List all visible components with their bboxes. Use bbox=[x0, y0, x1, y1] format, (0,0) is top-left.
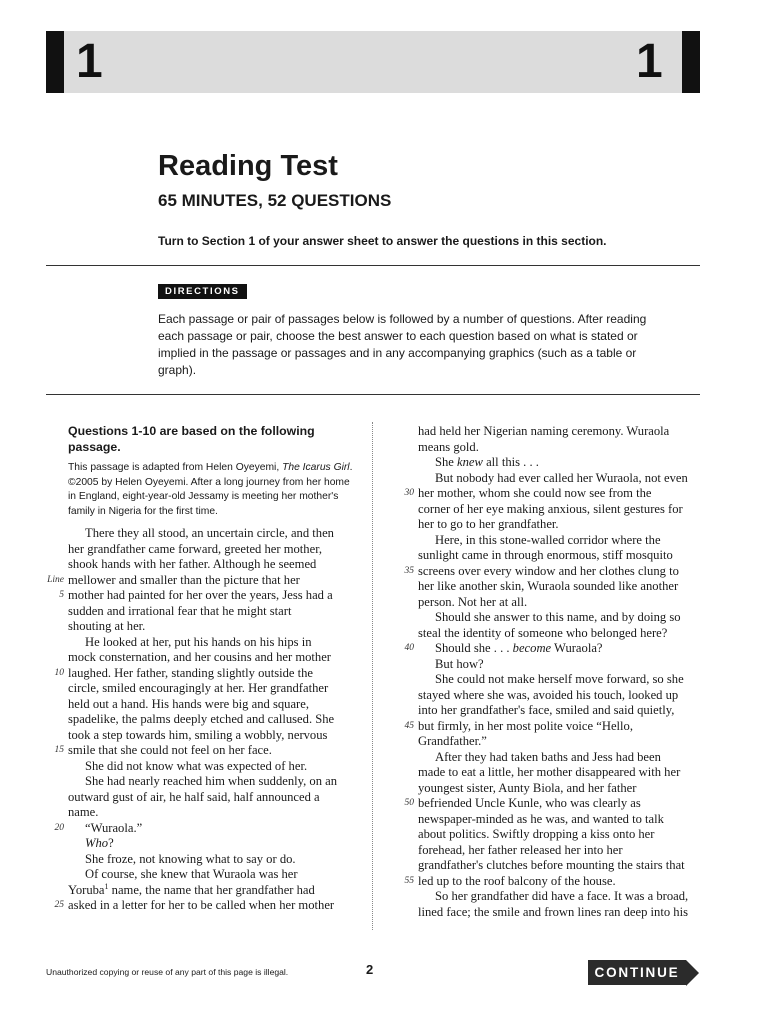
passage-line bbox=[68, 774, 378, 790]
passage-line bbox=[54, 898, 378, 914]
passage-line bbox=[418, 889, 728, 905]
passage-line bbox=[68, 697, 378, 713]
passage-line bbox=[68, 728, 378, 744]
line-text: mother had painted for her over the years, Jess had a bbox=[68, 588, 333, 602]
passage-line bbox=[418, 579, 728, 595]
line-number: 50 bbox=[404, 798, 414, 808]
passage-line bbox=[418, 424, 728, 440]
line-text: He looked at her, put his hands on his hips in bbox=[85, 634, 312, 649]
line-number: 25 bbox=[54, 900, 64, 910]
line-text: her like another skin, Wuraola sounded like another bbox=[418, 579, 679, 593]
passage-line bbox=[418, 440, 728, 456]
passage-line bbox=[418, 843, 728, 859]
line-text: made to eat a little, her mother disappeared with her bbox=[418, 765, 681, 779]
line-text: forehead, her father released her into her bbox=[418, 842, 623, 857]
continue-button[interactable] bbox=[588, 960, 700, 985]
line-text: corner of her eye making anxious, silent gestures for bbox=[418, 501, 683, 516]
passage-line bbox=[418, 858, 728, 874]
line-text: sunlight came in through enormous, stiff mosquito bbox=[418, 548, 673, 562]
passage-line bbox=[47, 572, 378, 589]
section-marker-right bbox=[682, 31, 700, 93]
passage-line bbox=[418, 517, 728, 533]
intro-suffix: . ©2005 by Helen Oyeyemi. After a long journey from her home in England, eight-year-old Jessamy is meeting her mother's family in Nigeria for the first time. bbox=[68, 462, 353, 517]
page-number: 2 bbox=[366, 962, 374, 977]
directions-text: Each passage or pair of passages below is followed by a number of questions. After reading each passage or pair, choose the best answer to each question based on what is stated or implied in the passage or passages and in any accompanying graphics (such as a table or graph). bbox=[158, 312, 647, 377]
passage-line bbox=[68, 759, 378, 775]
line-number: 55 bbox=[404, 875, 414, 886]
passage-line bbox=[68, 619, 378, 635]
line-text: grandfather's clutches before mounting the stairs that bbox=[418, 858, 685, 872]
line-text: stayed where she was, avoided his touch, looked up bbox=[418, 687, 679, 702]
line-text: her to go to her grandfather. bbox=[418, 517, 559, 531]
line-text: She did not know what was expected of her. bbox=[85, 758, 308, 773]
passage-line bbox=[54, 743, 378, 759]
line-text: took a step towards him, smiling a wobbly, nervous bbox=[68, 727, 328, 742]
passage-line bbox=[68, 635, 378, 651]
line-text: into her grandfather's face, smiled and said quietly, bbox=[418, 703, 675, 717]
passage-column-right bbox=[404, 424, 728, 920]
passage-line bbox=[68, 852, 378, 868]
passage-line bbox=[418, 905, 728, 921]
questions-heading: Questions 1-10 are based on the following passage. bbox=[68, 424, 315, 454]
line-text: led up to the roof balcony of the house. bbox=[418, 873, 616, 888]
passage-line bbox=[68, 883, 378, 899]
line-text: She froze, not knowing what to say or do. bbox=[85, 851, 296, 866]
line-text: spadelike, the palms deeply etched and callused. She bbox=[68, 712, 335, 726]
passage-line bbox=[418, 595, 728, 611]
line-text: But how? bbox=[435, 656, 484, 671]
line-number: 5 bbox=[59, 590, 64, 600]
passage-line bbox=[418, 548, 728, 564]
passage-column-left bbox=[47, 526, 378, 914]
passage-line bbox=[404, 486, 728, 502]
emphasis-text: Who bbox=[85, 836, 109, 850]
line-text: She had nearly reached him when suddenly, on an bbox=[85, 774, 338, 788]
line-number: 35 bbox=[404, 565, 414, 576]
line-text: newspaper-minded as he was, and wanted to talk bbox=[418, 811, 664, 826]
passage-line bbox=[68, 712, 378, 728]
intro-prefix: This passage is adapted from Helen Oyeyemi, bbox=[68, 462, 283, 473]
line-text: asked in a letter for her to be called when her mother bbox=[68, 898, 335, 912]
line-text: name, the name that her grandfather had bbox=[108, 882, 315, 897]
passage-line bbox=[404, 718, 728, 735]
passage-line bbox=[404, 873, 728, 890]
passage-line bbox=[418, 703, 728, 719]
line-text: but firmly, in her most polite voice “Hello, bbox=[418, 718, 633, 733]
line-text: had held her Nigerian naming ceremony. Wuraola bbox=[418, 424, 670, 438]
line-text: lined face; the smile and frown lines ran deep into his bbox=[418, 904, 688, 919]
passage-line bbox=[418, 610, 728, 626]
line-text: She could not make herself move forward, so she bbox=[435, 672, 684, 686]
passage-line bbox=[68, 836, 378, 852]
line-text: She bbox=[435, 455, 458, 469]
directions-label: DIRECTIONS bbox=[158, 284, 247, 299]
passage-line bbox=[418, 688, 728, 704]
passage-line bbox=[68, 790, 378, 806]
line-text: Here, in this stone-walled corridor where the bbox=[435, 532, 661, 547]
line-text: befriended Uncle Kunle, who was clearly as bbox=[418, 796, 641, 810]
passage-line bbox=[418, 657, 728, 673]
passage-line bbox=[418, 502, 728, 518]
line-text: So her grandfather did have a face. It was a broad, bbox=[435, 889, 689, 903]
passage-line bbox=[418, 781, 728, 797]
divider-bottom bbox=[46, 394, 700, 395]
line-text: all this . . . bbox=[482, 455, 539, 469]
line-text: But nobody had ever called her Wuraola, not even bbox=[435, 470, 688, 485]
emphasis-text: knew bbox=[457, 455, 483, 469]
line-text: smile that she could not feel on her face. bbox=[68, 743, 272, 757]
section-number-right: 1 bbox=[636, 35, 663, 88]
passage-line bbox=[68, 526, 378, 542]
line-text: steal the identity of someone who belonged here? bbox=[418, 625, 668, 640]
line-text: outward gust of air, he half said, half announced a bbox=[68, 789, 320, 804]
line-number: 20 bbox=[54, 822, 64, 833]
line-text: There they all stood, an uncertain circle, and then bbox=[85, 526, 334, 540]
line-text: screens over every window and her clothes clung to bbox=[418, 563, 679, 578]
section-header-band bbox=[46, 31, 700, 93]
line-text: means gold. bbox=[418, 439, 479, 454]
line-number: Line bbox=[47, 574, 64, 585]
passage-line bbox=[418, 533, 728, 549]
line-text: person. Not her at all. bbox=[418, 594, 528, 609]
line-text: After they had taken baths and Jess had been bbox=[435, 749, 661, 764]
line-text: Yoruba bbox=[68, 882, 105, 897]
passage-line bbox=[404, 563, 728, 580]
line-text: sudden and irrational fear that he might start bbox=[68, 603, 292, 618]
line-text: held out a hand. His hands were big and square, bbox=[68, 696, 309, 711]
line-text: youngest sister, Aunty Biola, and her father bbox=[418, 780, 637, 795]
passage-line bbox=[418, 455, 728, 471]
passage-line bbox=[68, 867, 378, 883]
line-text: her mother, whom she could now see from the bbox=[418, 486, 652, 500]
passage-line bbox=[418, 471, 728, 487]
line-text: Of course, she knew that Wuraola was her bbox=[85, 867, 298, 881]
line-text: mellower and smaller than the picture that her bbox=[68, 572, 300, 587]
section-number-left: 1 bbox=[76, 35, 103, 88]
page-title: Reading Test bbox=[158, 150, 338, 182]
intro-book-title: The Icarus Girl bbox=[282, 462, 350, 473]
line-number: 30 bbox=[404, 488, 414, 498]
passage-line bbox=[418, 626, 728, 642]
passage-line bbox=[418, 812, 728, 828]
line-text: shouting at her. bbox=[68, 619, 146, 633]
passage-line bbox=[59, 588, 378, 604]
passage-line bbox=[68, 542, 378, 558]
line-text: laughed. Her father, standing slightly outside the bbox=[68, 665, 314, 680]
divider-top bbox=[46, 265, 700, 266]
passage-line bbox=[418, 765, 728, 781]
passage-line bbox=[68, 557, 378, 573]
passage-intro bbox=[68, 461, 360, 519]
line-text: her grandfather came forward, greeted her mother, bbox=[68, 541, 323, 556]
passage-line bbox=[404, 641, 728, 657]
passage-line bbox=[418, 827, 728, 843]
passage-line bbox=[68, 681, 378, 697]
passage-line bbox=[418, 672, 728, 688]
line-text: Should she answer to this name, and by doing so bbox=[435, 610, 681, 624]
section-marker-left bbox=[46, 31, 64, 93]
line-text: circle, smiled encouragingly at her. Her grandfather bbox=[68, 681, 329, 695]
passage-line bbox=[68, 650, 378, 666]
line-text: shook hands with her father. Although he seemed bbox=[68, 557, 317, 571]
test-duration: 65 MINUTES, 52 QUESTIONS bbox=[158, 191, 392, 210]
line-number: 40 bbox=[404, 643, 414, 653]
line-text: mock consternation, and her cousins and her mother bbox=[68, 650, 331, 664]
line-text: about politics. Swiftly dropping a kiss onto her bbox=[418, 827, 655, 841]
passage-line bbox=[68, 604, 378, 620]
line-text: Should she . . . bbox=[435, 641, 513, 655]
line-number: 10 bbox=[54, 667, 64, 678]
line-number: 45 bbox=[404, 720, 414, 731]
line-text: ? bbox=[108, 836, 114, 850]
line-text: Grandfather.” bbox=[418, 734, 487, 748]
answer-sheet-instruction: Turn to Section 1 of your answer sheet to answer the questions in this section. bbox=[158, 234, 607, 248]
passage-line bbox=[418, 734, 728, 750]
passage-line bbox=[54, 820, 378, 837]
continue-label: CONTINUE bbox=[588, 960, 686, 985]
arrow-right-icon bbox=[686, 960, 699, 986]
footnote-marker: 1 bbox=[104, 881, 109, 891]
line-text: “Wuraola.” bbox=[85, 820, 143, 835]
passage-line bbox=[68, 805, 378, 821]
emphasis-text: become bbox=[512, 641, 552, 655]
copyright-notice: Unauthorized copying or reuse of any part of this page is illegal. bbox=[46, 967, 289, 977]
passage-line bbox=[418, 750, 728, 766]
passage-line bbox=[404, 796, 728, 812]
line-text: name. bbox=[68, 805, 99, 819]
passage-line bbox=[54, 665, 378, 682]
line-text: Wuraola? bbox=[551, 641, 603, 655]
line-number: 15 bbox=[54, 745, 64, 755]
